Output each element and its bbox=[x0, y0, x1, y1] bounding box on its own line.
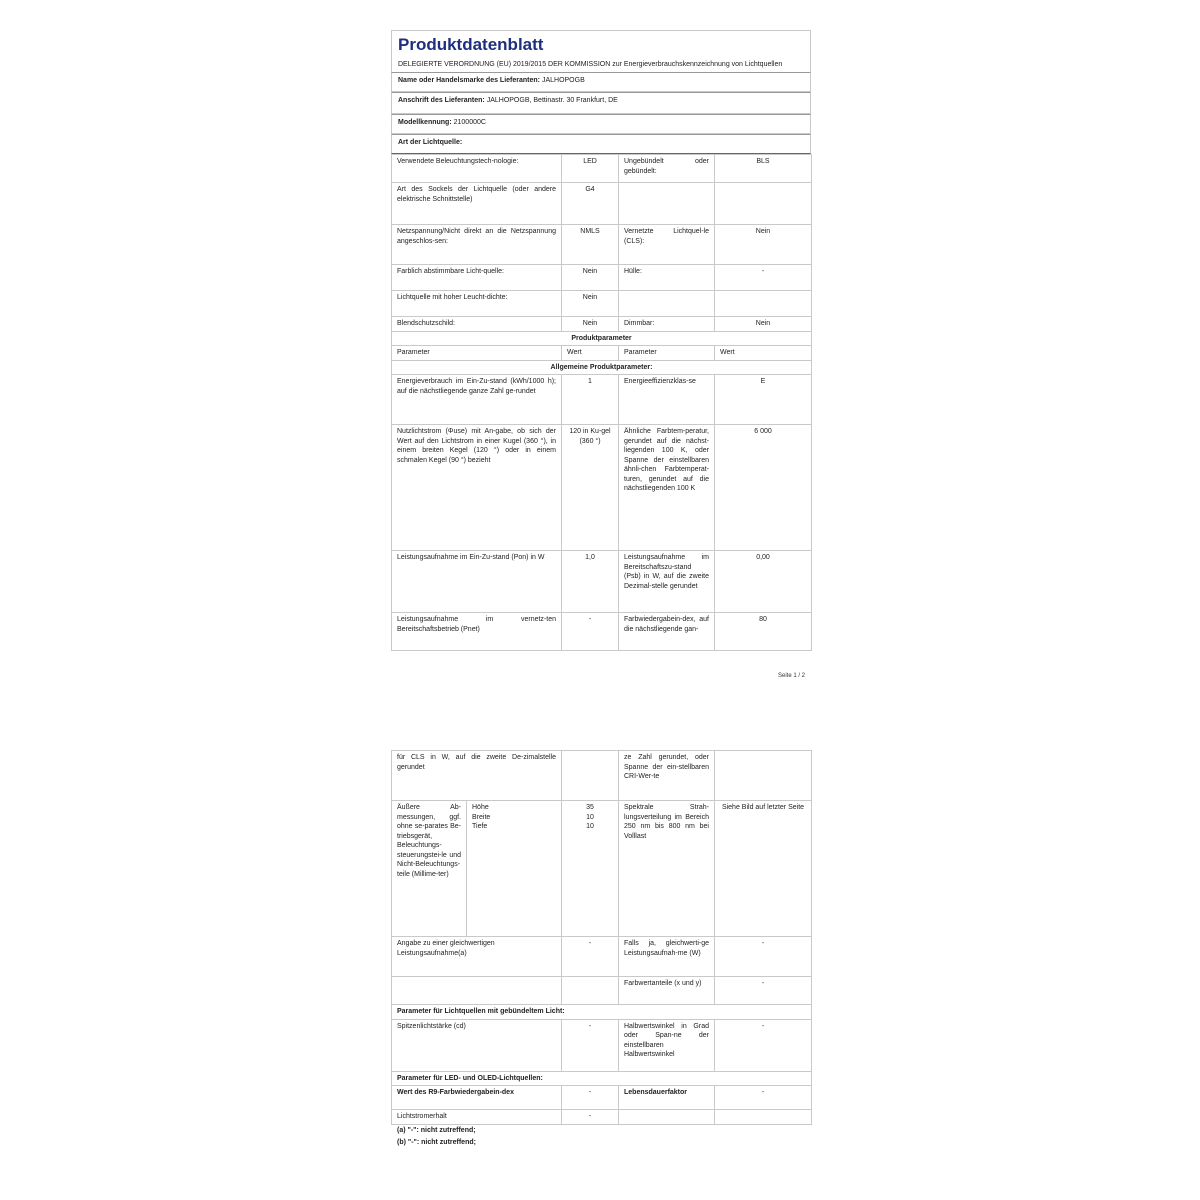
value-cell: Nein bbox=[562, 317, 619, 332]
light-source-type-table bbox=[391, 154, 812, 651]
param-cell: Falls ja, gleichwerti-ge Leistungsaufnah-me (W) bbox=[619, 937, 715, 977]
param-cell: Spitzenlichtstärke (cd) bbox=[392, 1019, 562, 1071]
value-cell bbox=[715, 1110, 812, 1125]
regulation-intro: DELEGIERTE VERORDNUNG (EU) 2019/2015 DER KOMMISSION zur Energieverbrauchskennzeichnung von Lichtquellen bbox=[391, 58, 811, 72]
table-row bbox=[392, 225, 812, 265]
value-cell: Siehe Bild auf letzter Seite bbox=[715, 801, 812, 937]
param-cell: Hülle: bbox=[619, 265, 715, 291]
dim-width-label: Breite bbox=[472, 813, 491, 821]
led-heading: Parameter für LED- und OLED-Lichtquellen: bbox=[392, 1071, 812, 1086]
value-cell bbox=[562, 977, 619, 1005]
dim-depth-label: Tiefe bbox=[472, 823, 488, 830]
table-row bbox=[392, 937, 812, 977]
continued-table bbox=[391, 750, 812, 1125]
param-cell: Angabe zu einer gleichwertigen Leistungsaufnahme(a) bbox=[392, 937, 562, 977]
value-cell bbox=[715, 291, 812, 317]
dim-width-value: 10 bbox=[586, 813, 594, 821]
value-cell bbox=[715, 751, 812, 801]
param-cell: Leistungsaufnahme im Bereitschaftszu-stand (Psb) in W, auf die zweite Dezimal-stelle gerundet bbox=[619, 551, 715, 613]
table-row bbox=[392, 751, 812, 801]
value-cell: NMLS bbox=[562, 225, 619, 265]
footnote-b: (b) "-": nicht zutreffend; bbox=[397, 1138, 476, 1146]
model-label: Modellkennung: bbox=[398, 119, 452, 126]
value-cell: 1 bbox=[562, 375, 619, 425]
directional-heading-row bbox=[392, 1005, 812, 1020]
light-source-type-label: Art der Lichtquelle: bbox=[398, 139, 463, 146]
page-title: Produktdatenblatt bbox=[391, 30, 811, 58]
supplier-address-value: JALHOPOGB, Bettinastr. 30 Frankfurt, DE bbox=[486, 97, 618, 104]
value-cell: - bbox=[715, 1086, 812, 1110]
param-cell: Energieverbrauch im Ein-Zu-stand (kWh/1000 h); auf die nächstliegende ganze Zahl ge-rundet bbox=[392, 375, 562, 425]
param-cell: Ungebündelt oder gebündelt: bbox=[619, 155, 715, 183]
param-cell: Lichtstromerhalt bbox=[392, 1110, 562, 1125]
value-cell: - bbox=[562, 1019, 619, 1071]
param-cell: Ähnliche Farbtem-peratur, gerundet auf die nächst-liegenden 100 K, oder Spanne der einstellbaren ähnli-chen Farbtemperat-turen, gerundet auf die nächstliegenden 100 K bbox=[619, 425, 715, 551]
table-row bbox=[392, 375, 812, 425]
col-header-value-2: Wert bbox=[715, 346, 812, 361]
datasheet-page-2 bbox=[391, 750, 811, 1149]
table-row bbox=[392, 551, 812, 613]
column-header-row bbox=[392, 346, 812, 361]
param-cell: Wert des R9-Farbwiedergabein-dex bbox=[392, 1086, 562, 1110]
table-row bbox=[392, 155, 812, 183]
product-params-heading-row bbox=[392, 331, 812, 346]
param-cell: Energieeffizienzklas-se bbox=[619, 375, 715, 425]
table-row bbox=[392, 291, 812, 317]
param-cell: für CLS in W, auf die zweite De-zimalstelle gerundet bbox=[392, 751, 562, 801]
value-cell: 120 in Ku-gel (360 °) bbox=[562, 425, 619, 551]
value-cell: - bbox=[715, 265, 812, 291]
value-cell: 0,00 bbox=[715, 551, 812, 613]
table-row bbox=[392, 425, 812, 551]
param-cell: Leistungsaufnahme im vernetz-ten Bereitschaftsbetrieb (Pnet) bbox=[392, 613, 562, 651]
param-cell: ze Zahl gerundet, oder Spanne der ein-stellbaren CRI-Wer-te bbox=[619, 751, 715, 801]
param-cell: Spektrale Strah-lungsverteilung im Bereich 250 nm bis 800 nm bei Volllast bbox=[619, 801, 715, 937]
param-cell: Leistungsaufnahme im Ein-Zu-stand (Pon) in W bbox=[392, 551, 562, 613]
value-cell: Nein bbox=[562, 291, 619, 317]
value-cell: 80 bbox=[715, 613, 812, 651]
dimensions-values bbox=[562, 801, 619, 937]
value-cell: - bbox=[562, 1110, 619, 1125]
table-row bbox=[392, 1086, 812, 1110]
value-cell: LED bbox=[562, 155, 619, 183]
dimensions-subfields bbox=[467, 801, 562, 937]
col-header-value: Wert bbox=[562, 346, 619, 361]
value-cell: E bbox=[715, 375, 812, 425]
model-value: 2100000C bbox=[453, 119, 486, 126]
value-cell: - bbox=[715, 1019, 812, 1071]
value-cell bbox=[562, 751, 619, 801]
page-number: Seite 1 / 2 bbox=[778, 673, 806, 679]
param-cell: Art des Sockels der Lichtquelle (oder andere elektrische Schnittstelle) bbox=[392, 183, 562, 225]
supplier-name-label: Name oder Handelsmarke des Lieferanten: bbox=[398, 77, 540, 84]
param-cell bbox=[392, 977, 562, 1005]
supplier-name-value: JALHOPOGB bbox=[541, 77, 585, 84]
dimensions-row bbox=[392, 801, 812, 937]
table-row bbox=[392, 1110, 812, 1125]
param-cell: Halbwertswinkel in Grad oder Span-ne der einstellbaren Halbwertswinkel bbox=[619, 1019, 715, 1071]
led-heading-row bbox=[392, 1071, 812, 1086]
value-cell: 6 000 bbox=[715, 425, 812, 551]
supplier-address-row bbox=[391, 92, 811, 114]
table-row bbox=[392, 613, 812, 651]
param-cell: Lichtquelle mit hoher Leucht-dichte: bbox=[392, 291, 562, 317]
table-row bbox=[392, 265, 812, 291]
supplier-address-label: Anschrift des Lieferanten: bbox=[398, 97, 485, 104]
table-row bbox=[392, 977, 812, 1005]
col-header-param: Parameter bbox=[392, 346, 562, 361]
param-cell: Verwendete Beleuchtungstech-nologie: bbox=[392, 155, 562, 183]
value-cell bbox=[715, 183, 812, 225]
param-cell: Farbwiedergabein-dex, auf die nächstliegende gan- bbox=[619, 613, 715, 651]
dim-height-label: Höhe bbox=[472, 804, 489, 811]
value-cell: - bbox=[562, 1086, 619, 1110]
param-cell: Vernetzte Lichtquel-le (CLS): bbox=[619, 225, 715, 265]
table-row bbox=[392, 317, 812, 332]
general-params-heading-row bbox=[392, 360, 812, 375]
col-header-param-2: Parameter bbox=[619, 346, 715, 361]
table-row bbox=[392, 1019, 812, 1071]
param-cell: Netzspannung/Nicht direkt an die Netzspannung angeschlos-sen: bbox=[392, 225, 562, 265]
dimensions-label: Äußere Ab-messungen, ggf. ohne se-parates Be-triebsgerät, Beleuchtungs-steuerungstei-le und Nicht-Beleuchtungs-teile (Millime-ter) bbox=[392, 801, 467, 937]
datasheet-page-1 bbox=[391, 30, 811, 651]
value-cell: - bbox=[715, 937, 812, 977]
param-cell: Dimmbar: bbox=[619, 317, 715, 332]
directional-heading: Parameter für Lichtquellen mit gebündeltem Licht: bbox=[392, 1005, 812, 1020]
dim-depth-value: 10 bbox=[586, 823, 594, 830]
value-cell: - bbox=[562, 937, 619, 977]
light-source-type-row bbox=[391, 134, 811, 154]
supplier-name-row bbox=[391, 72, 811, 92]
value-cell: Nein bbox=[715, 317, 812, 332]
product-params-heading: Produktparameter bbox=[392, 331, 812, 346]
param-cell: Farbwertanteile (x und y) bbox=[619, 977, 715, 1005]
param-cell bbox=[619, 183, 715, 225]
value-cell: - bbox=[715, 977, 812, 1005]
table-row bbox=[392, 183, 812, 225]
value-cell: - bbox=[562, 613, 619, 651]
value-cell: BLS bbox=[715, 155, 812, 183]
value-cell: 1,0 bbox=[562, 551, 619, 613]
param-cell bbox=[619, 291, 715, 317]
general-params-heading: Allgemeine Produktparameter: bbox=[392, 360, 812, 375]
param-cell: Nutzlichtstrom (Φuse) mit An-gabe, ob sich der Wert auf den Lichtstrom in einer Kugel (360 °), in einem breiten Kegel (120 °) oder in einem schmalen Kegel (90 °) bezieht bbox=[392, 425, 562, 551]
param-cell: Blendschutzschild: bbox=[392, 317, 562, 332]
param-cell: Farblich abstimmbare Licht-quelle: bbox=[392, 265, 562, 291]
value-cell: G4 bbox=[562, 183, 619, 225]
footnote-a: (a) "-": nicht zutreffend; bbox=[397, 1126, 476, 1134]
value-cell: Nein bbox=[562, 265, 619, 291]
param-cell: Lebensdauerfaktor bbox=[619, 1086, 715, 1110]
value-cell: Nein bbox=[715, 225, 812, 265]
dim-height-value: 35 bbox=[586, 804, 594, 811]
param-cell bbox=[619, 1110, 715, 1125]
model-row bbox=[391, 114, 811, 134]
